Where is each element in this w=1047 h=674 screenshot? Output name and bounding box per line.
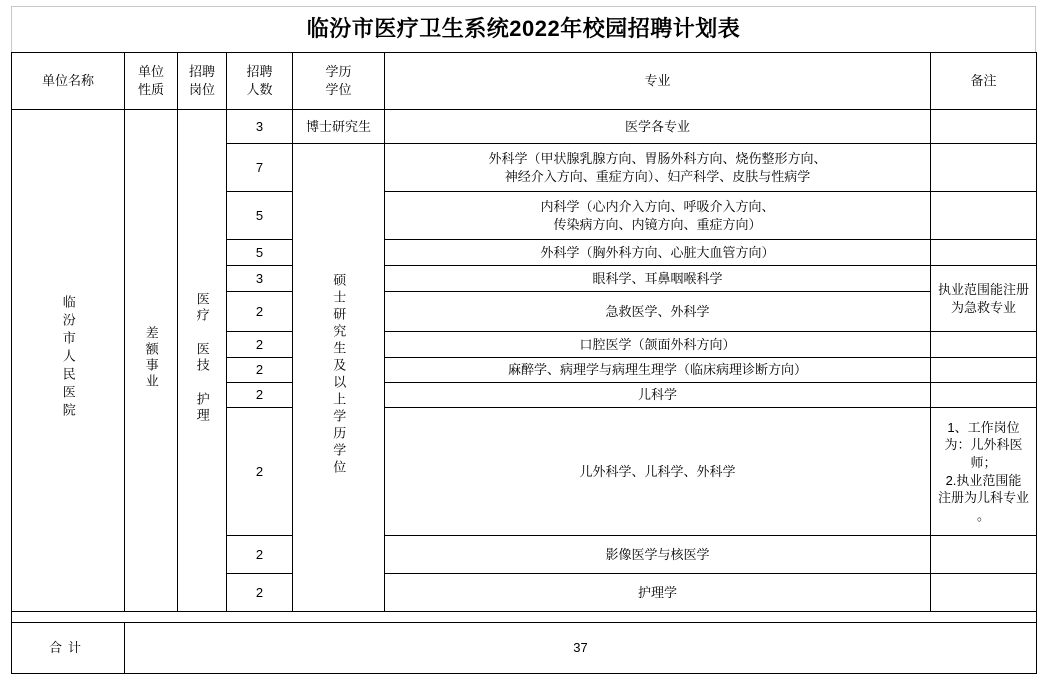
- cell-major: 儿外科学、儿科学、外科学: [385, 408, 931, 536]
- cell-major: [385, 192, 931, 240]
- total-label: 合计: [12, 623, 125, 674]
- cell-remark: [931, 240, 1037, 266]
- cell-count: 2: [227, 358, 293, 383]
- cell-major: [385, 144, 931, 192]
- table-row: [12, 110, 1037, 144]
- cell-remark: [931, 192, 1037, 240]
- cell-unit-name: [12, 110, 125, 612]
- cell-remark: [931, 144, 1037, 192]
- cell-count: 2: [227, 292, 293, 332]
- cell-remark: [931, 358, 1037, 383]
- cell-education-master: [293, 144, 385, 612]
- cell-count: 2: [227, 574, 293, 612]
- cell-remark: [931, 574, 1037, 612]
- header-post-line2: 岗位: [188, 82, 215, 97]
- table-header-row: [12, 53, 1037, 110]
- education-master-text: 硕士研究生及以上学历学位: [331, 273, 347, 478]
- total-value: 37: [125, 623, 1037, 674]
- header-unit-nature: [125, 53, 178, 110]
- cell-remark-line2: 为：儿外科医: [944, 437, 1023, 453]
- header-education: [293, 53, 385, 110]
- header-count-line2: 人数: [246, 82, 273, 97]
- cell-major: 外科学（胸外科方向、心脏大血管方向）: [385, 240, 931, 266]
- table-spacer-cell: [12, 612, 1037, 623]
- cell-major-line2: 传染病方向、内镜方向、重症方向）: [553, 216, 762, 232]
- header-unit-nature-line1: 单位: [137, 64, 164, 80]
- cell-unit-nature: [125, 110, 178, 612]
- cell-major: 医学各专业: [385, 110, 931, 144]
- cell-count: 2: [227, 383, 293, 408]
- header-unit-nature-line2: 性质: [137, 82, 164, 97]
- cell-post: [178, 110, 227, 612]
- header-post-line1: 招聘: [188, 64, 215, 80]
- spreadsheet-area: [11, 6, 1036, 674]
- cell-major-line1: 外科学（甲状腺乳腺方向、胃肠外科方向、烧伤整形方向、: [488, 150, 827, 166]
- table-spacer-row: [12, 612, 1037, 623]
- cell-major-line2: 神经介入方向、重症方向）、妇产科学、皮肤与性病学: [504, 168, 811, 184]
- cell-count: 2: [227, 536, 293, 574]
- header-major: 专业: [385, 53, 931, 110]
- cell-remark-line5: 注册为儿科专业: [937, 490, 1029, 506]
- header-unit-name: 单位名称: [12, 53, 125, 110]
- recruitment-plan-table: [11, 52, 1037, 674]
- cell-major: 影像医学与核医学: [385, 536, 931, 574]
- unit-name-text: 临汾市人民医院: [60, 295, 76, 422]
- header-post: [178, 53, 227, 110]
- cell-major: 麻醉学、病理学与病理生理学（临床病理诊断方向）: [385, 358, 931, 383]
- header-count-line1: 招聘: [246, 64, 273, 80]
- cell-remark-line4: 2.执业范围能: [945, 472, 1022, 488]
- cell-remark: [931, 110, 1037, 144]
- cell-count: 7: [227, 144, 293, 192]
- cell-count: 2: [227, 332, 293, 358]
- cell-count: 5: [227, 240, 293, 266]
- cell-major: 口腔医学（颌面外科方向）: [385, 332, 931, 358]
- header-remark: 备注: [931, 53, 1037, 110]
- cell-major: 眼科学、耳鼻咽喉科学: [385, 266, 931, 292]
- cell-count: 3: [227, 266, 293, 292]
- header-count: [227, 53, 293, 110]
- cell-remark: [931, 383, 1037, 408]
- post-text: 医疗 医技 护理: [194, 292, 210, 425]
- cell-count: 2: [227, 408, 293, 536]
- table-total-row: [12, 623, 1037, 674]
- cell-major-line1: 内科学（心内介入方向、呼吸介入方向、: [540, 198, 775, 214]
- cell-major: 护理学: [385, 574, 931, 612]
- cell-remark: [931, 266, 1037, 332]
- cell-remark: [931, 332, 1037, 358]
- cell-education-doctor: 博士研究生: [293, 110, 385, 144]
- cell-major: 儿科学: [385, 383, 931, 408]
- cell-remark-line3: 师；: [970, 454, 997, 470]
- cell-remark: [931, 536, 1037, 574]
- cell-remark-line1: 1、工作岗位: [947, 419, 1020, 435]
- cell-count: 3: [227, 110, 293, 144]
- cell-remark-line6: 。: [976, 507, 990, 523]
- cell-remark-line2: 为急救专业: [950, 299, 1016, 315]
- cell-major: 急救医学、外科学: [385, 292, 931, 332]
- header-education-line1: 学历: [325, 64, 352, 80]
- cell-count: 5: [227, 192, 293, 240]
- header-education-line2: 学位: [325, 82, 352, 97]
- cell-remark: [931, 408, 1037, 536]
- unit-nature-text: 差额事业: [143, 326, 159, 391]
- cell-remark-line1: 执业范围能注册: [937, 281, 1029, 297]
- page-title: 临汾市医疗卫生系统2022年校园招聘计划表: [11, 6, 1036, 52]
